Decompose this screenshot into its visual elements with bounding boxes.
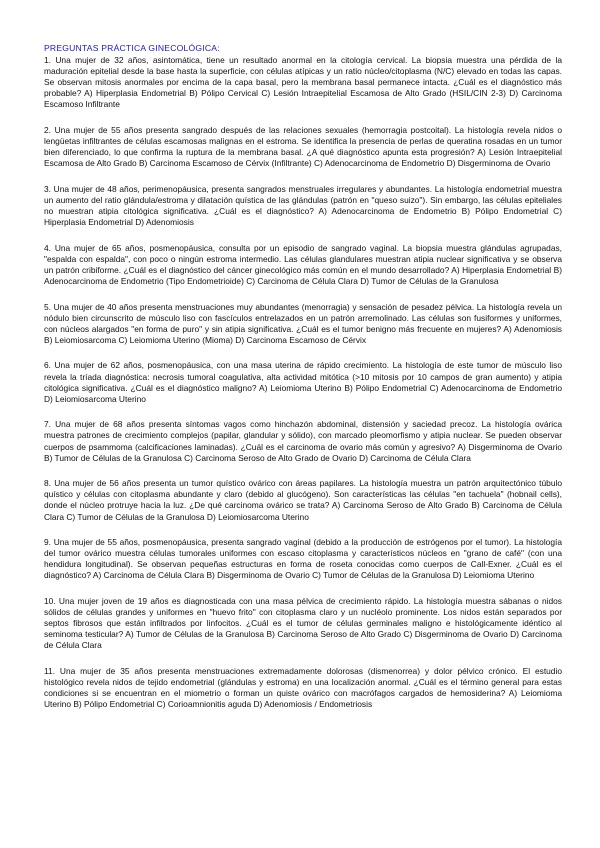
- question-11: 11. Una mujer de 35 años presenta menstruaciones extremadamente dolorosas (dismenorrea) y dolor pélvico crónico. El estudio histológico revela nidos de tejido endometrial (glándulas y estroma) en una localización anormal. ¿Cuál es el término general para estas condiciones si se encuentran en el miometrio o forman un quiste ovárico con macrófagos cargados de hemosiderina? A) Leiomioma Uterino B) Pólipo Endometrial C) Corioamnionitis aguda D) Adenomiosis / Endometriosis: [44, 665, 562, 710]
- question-9: 9. Una mujer de 55 años, posmenopáusica, presenta sangrado vaginal (debido a la producción de estrógenos por el tumor). La histología del tumor ovárico muestra células tumorales uniformes con escaso citoplasma y característicos núcleos en "grano de café" (con una hendidura longitudinal). Se observan pequeñas estructuras en forma de roseta conocidas como cuerpos de Call-Exner. ¿Cuál es el diagnóstico? A) Carcinoma de Célula Clara B) Disgerminoma de Ovario C) Tumor de Células de la Granulosa D) Leiomioma Uterino: [44, 537, 562, 581]
- question-5: 5. Una mujer de 40 años presenta menstruaciones muy abundantes (menorragia) y sensación de pesadez pélvica. La histología revela un nódulo bien circunscrito de músculo liso con fascículos entrelazados en un patrón arremolinado. Las células son fusiformes y uniformes, con núcleos alargados "en forma de puro" y sin atipia significativa. ¿Cuál es el tumor benigno más frecuente en mujeres? A) Adenomiosis B) Leiomiosarcoma C) Leiomioma Uterino (Mioma) D) Carcinoma Escamoso de Cérvix: [44, 301, 562, 345]
- question-8: 8. Una mujer de 56 años presenta un tumor quístico ovárico con áreas papilares. La histología muestra un patrón arquitectónico túbulo quístico y células con citoplasma abundante y claro (debido al glucógeno). Son características las células "en tachuela" (hobnail cells), donde el núcleo protruye hacia la luz. ¿De qué carcinoma ovárico se trata? A) Carcinoma Seroso de Alto Grado B) Carcinoma de Célula Clara C) Tumor de Células de la Granulosa D) Leiomiosarcoma Uterino: [44, 478, 562, 522]
- question-1: 1. Una mujer de 32 años, asintomática, tiene un resultado anormal en la citología cervical. La biopsia muestra una pérdida de la maduración epitelial desde la base hasta la superficie, con células atípicas y un ratio núcleo/citoplasma (N/C) elevado en todas las capas. Se observan mitosis anormales por encima de la capa basal, pero la membrana basal permanece intacta. ¿Cuál es el diagnóstico más probable? A) Hiperplasia Endometrial B) Pólipo Cervical C) Lesión Intraepitelial Escamosa de Alto Grado (HSIL/CIN 2-3) D) Carcinoma Escamoso Infiltrante: [44, 55, 562, 110]
- question-7: 7. Una mujer de 68 años presenta síntomas vagos como hinchazón abdominal, distensión y saciedad precoz. La histología ovárica muestra patrones de crecimiento complejos (papilar, glandular y sólido), con marcado pleomorfismo y atipia nuclear. Se pueden observar cuerpos de psammoma (calcificaciones laminadas). ¿Cuál es el carcinoma de ovario más común y agresivo? A) Disgerminoma de Ovario B) Tumor de Células de la Granulosa C) Carcinoma Seroso de Alto Grado de Ovario D) Carcinoma de Célula Clara: [44, 419, 562, 463]
- document-page: [44, 43, 562, 725]
- document-title: PREGUNTAS PRÁCTICA GINECOLÓGICA:: [44, 43, 220, 53]
- question-2: 2. Una mujer de 55 años presenta sangrado después de las relaciones sexuales (hemorragia postcoital). La histología revela nidos o lengüetas infiltrantes de células escamosas malignas en el estroma. Se identifica la presencia de perlas de queratina rosadas en un tumor bien diferenciado, lo que confirma la ruptura de la membrana basal. ¿A qué diagnóstico apunta esta progresión? A) Lesión Intraepitelial Escamosa de Alto Grado B) Carcinoma Escamoso de Cérvix (Infiltrante) C) Adenocarcinoma de Endometrio D) Disgerminoma de Ovario: [44, 124, 562, 169]
- question-6: 6. Una mujer de 62 años, posmenopáusica, con una masa uterina de rápido crecimiento. La histología de este tumor de músculo liso revela la tríada diagnóstica: necrosis tumoral coagulativa, alta actividad mitótica (>10 mitosis por 10 campos de gran aumento) y atipia citológica significativa. ¿Cuál es el diagnóstico maligno? A) Leiomioma Uterino B) Pólipo Endometrial C) Adenocarcinoma de Endometrio D) Leiomiosarcoma Uterino: [44, 360, 562, 404]
- question-10: 10. Una mujer joven de 19 años es diagnosticada con una masa pélvica de crecimiento rápido. La histología muestra sábanas o nidos sólidos de células grandes y uniformes en "huevo frito" con citoplasma claro y un nucléolo prominente. Los nidos están separados por septos fibrosos que están infiltrados por linfocitos. ¿Cuál es el tumor de células germinales maligno e histológicamente idéntico al seminoma testicular? A) Tumor de Células de la Granulosa B) Carcinoma Seroso de Alto Grado C) Disgerminoma de Ovario D) Carcinoma de Célula Clara: [44, 595, 562, 651]
- question-4: 4. Una mujer de 65 años, posmenopáusica, consulta por un episodio de sangrado vaginal. La biopsia muestra glándulas agrupadas, "espalda con espalda", con poco o ningún estroma intermedio. Las células glandulares muestran atipia nuclear significativa y se observa un patrón cribiforme. ¿Cuál es el diagnóstico del cáncer ginecológico más común en el mundo desarrollado? A) Hiperplasia Endometrial B) Adenocarcinoma de Endometrio (Tipo Endometrioide) C) Carcinoma de Célula Clara D) Tumor de Células de la Granulosa: [44, 242, 562, 286]
- question-3: 3. Una mujer de 48 años, perimenopáusica, presenta sangrados menstruales irregulares y abundantes. La histología endometrial muestra un aumento del ratio glándula/estroma y dilatación quística de las glándulas (patrón en "queso suizo"). Sin embargo, las células epiteliales no muestran atipia citológica significativa. ¿Cuál es el diagnóstico? A) Adenocarcinoma de Endometrio B) Pólipo Endometrial C) Hiperplasia Endometrial D) Adenomiosis: [44, 183, 562, 228]
